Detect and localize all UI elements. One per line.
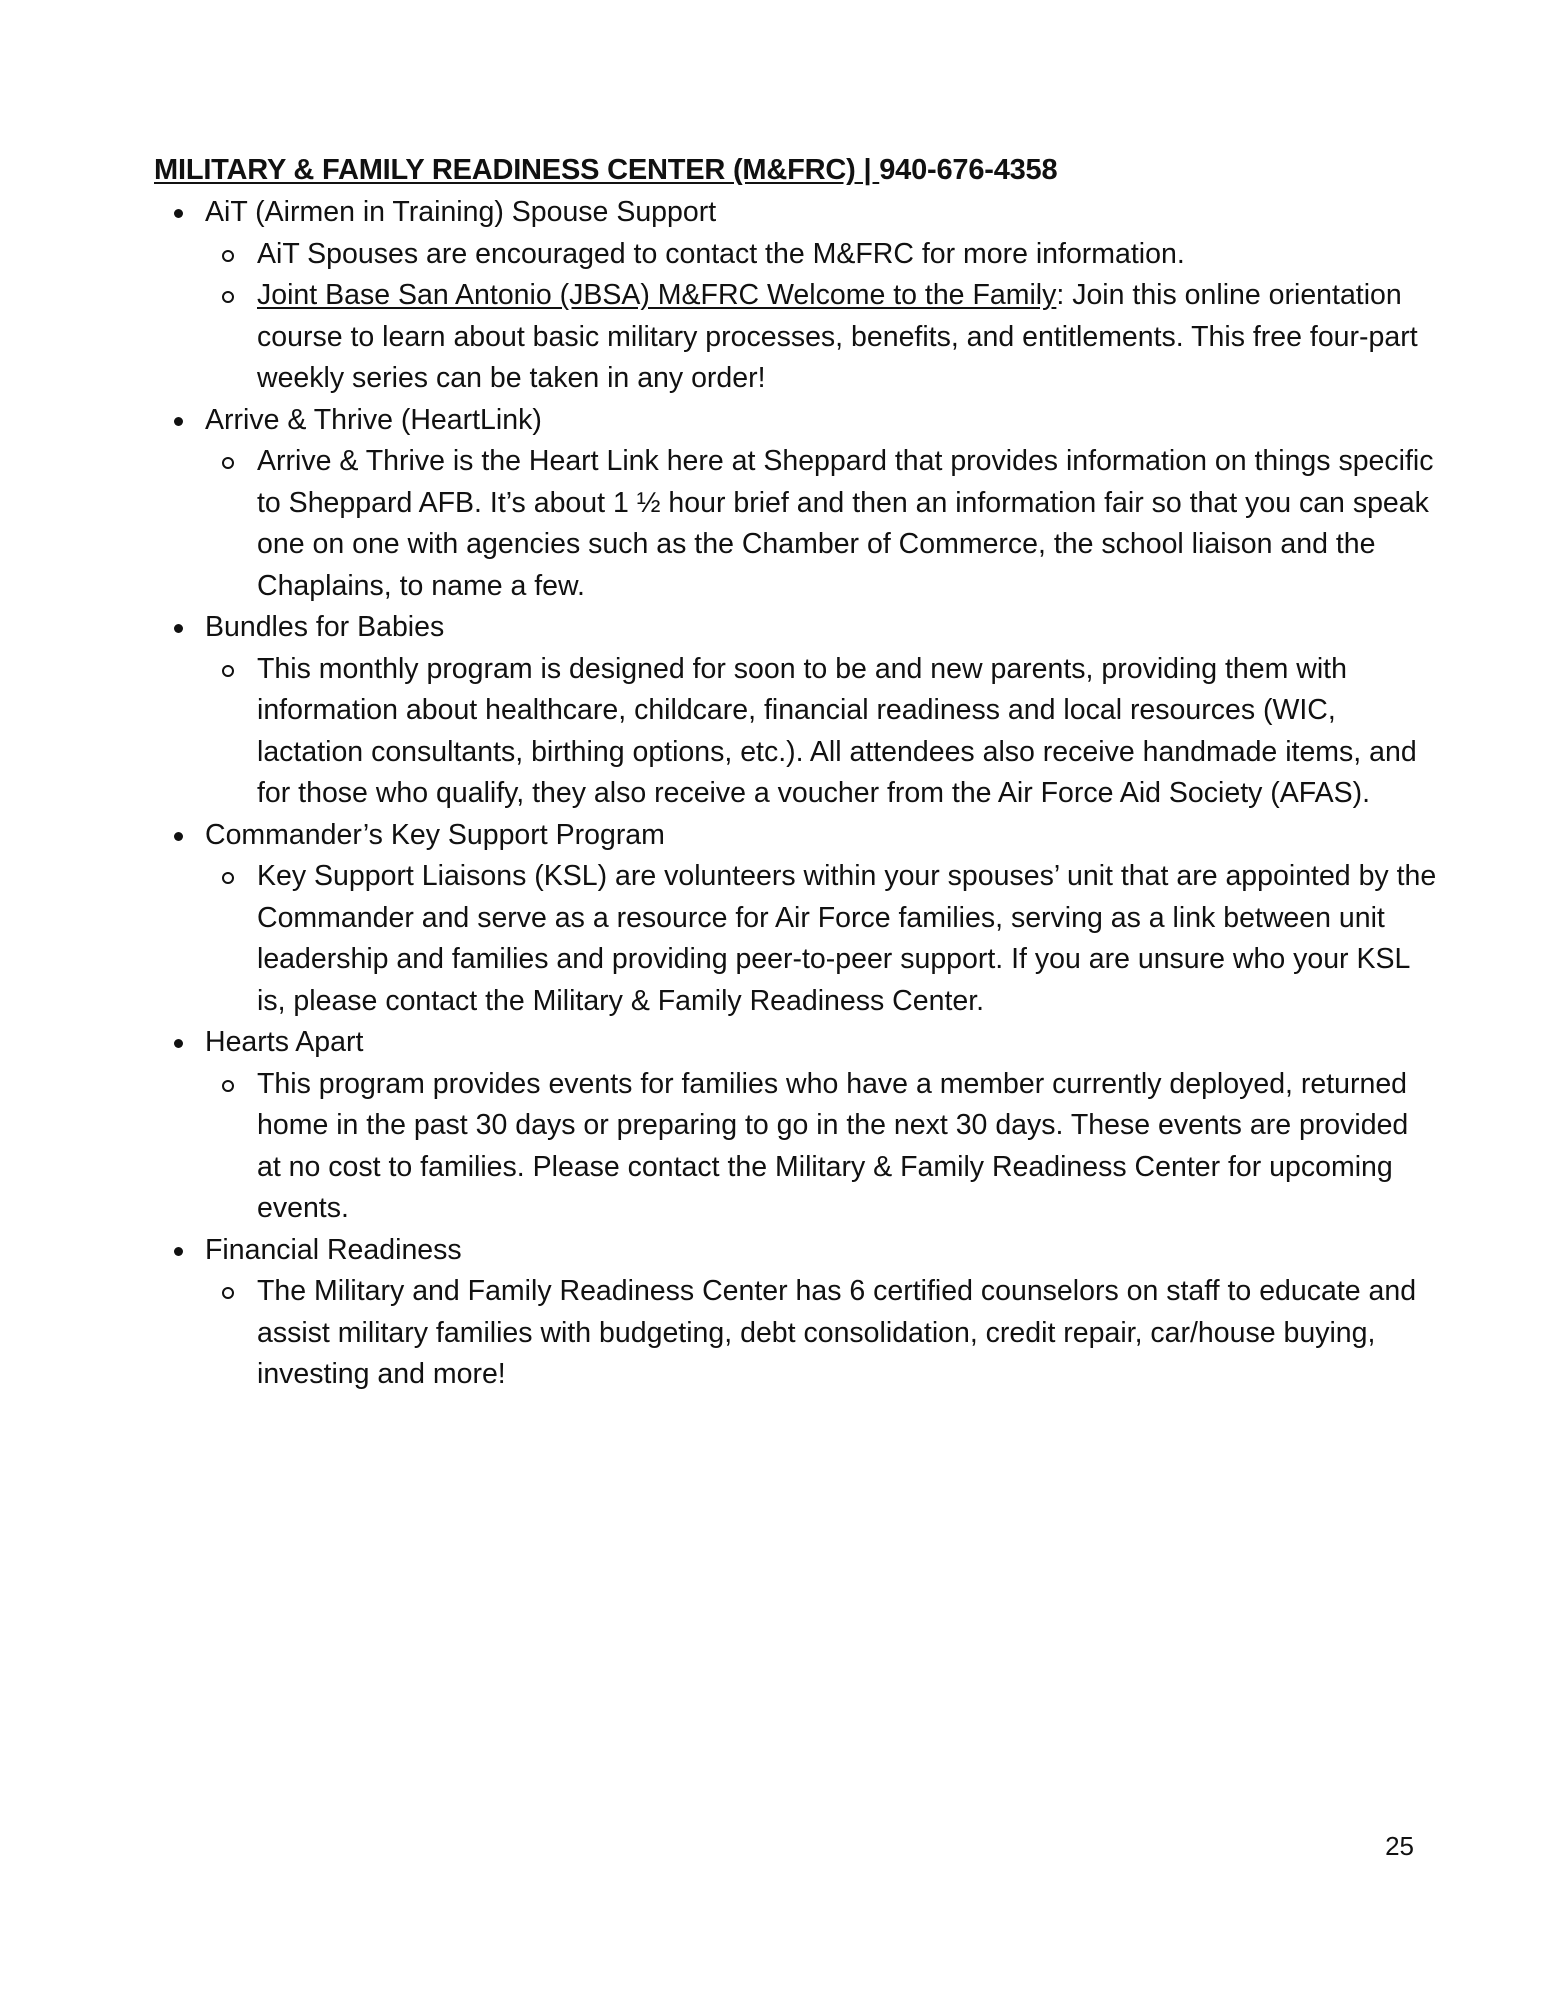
hollow-bullet-icon (222, 665, 234, 677)
hollow-bullet-icon (222, 872, 234, 884)
jbsa-welcome-link[interactable]: Joint Base San Antonio (JBSA) M&FRC Welcome to the Family (257, 279, 1057, 311)
bullet-icon (174, 1039, 183, 1048)
program-label: Bundles for Babies (205, 611, 445, 643)
list-item (154, 192, 1418, 400)
detail-text: AiT Spouses are encouraged to contact the M&FRC for more information. (257, 237, 1185, 270)
bullet-icon (174, 624, 183, 633)
list-item (205, 1271, 1437, 1396)
bullet-icon (174, 1247, 183, 1256)
detail-text: This monthly program is designed for soon to be and new parents, providing them with information about healthcare, childcare, financial readiness and local resources (WIC, lactation consultants, birthing options, etc.). All attendees also receive handmade items, and for those who qualify, they also receive a voucher from the Air Force Aid Society (AFAS). (257, 652, 1417, 809)
program-label: Commander’s Key Support Program (205, 818, 665, 851)
hollow-bullet-icon (222, 1287, 234, 1299)
program-details (205, 234, 1418, 400)
list-item (205, 441, 1437, 607)
program-details (205, 649, 1417, 815)
list-item (205, 275, 1437, 400)
program-details (205, 1271, 1417, 1396)
detail-text: The Military and Family Readiness Center has 6 certified counselors on staff to educate and assist military families with budgeting, debt consolidation, credit repair, car/house buying, investing and more! (257, 1275, 1417, 1390)
hollow-bullet-icon (222, 250, 234, 262)
list-item (154, 1022, 1414, 1230)
heading-phone: 940-676-4358 (879, 154, 1058, 186)
bullet-icon (174, 832, 183, 841)
list-item (205, 649, 1437, 815)
hollow-bullet-icon (222, 1080, 234, 1092)
detail-text: Key Support Liaisons (KSL) are volunteers within your spouses’ unit that are appointed by the Commander and serve as a resource for Air Force families, serving as a link between unit leadership and families and providing peer-to-peer support. If you are unsure who your KSL is, please contact the Military & Family Readiness Center. (257, 860, 1437, 1017)
program-label: AiT (Airmen in Training) Spouse Support (205, 196, 717, 228)
bullet-icon (174, 209, 183, 218)
program-details (205, 441, 1434, 607)
program-label: Arrive & Thrive (HeartLink) (205, 403, 542, 436)
program-details (205, 1064, 1414, 1230)
list-item (154, 400, 1434, 608)
section-heading (154, 152, 1057, 188)
program-details (205, 856, 1437, 1022)
hollow-bullet-icon (222, 291, 234, 303)
list-item (205, 1064, 1437, 1230)
hollow-bullet-icon (222, 457, 234, 469)
bullet-icon (174, 417, 183, 426)
content-body (154, 192, 1437, 1396)
list-item (154, 607, 1417, 815)
list-item (205, 234, 1437, 276)
program-list (154, 192, 1437, 1396)
list-item (205, 856, 1437, 1022)
heading-title-link[interactable]: MILITARY & FAMILY READINESS CENTER (M&FRC) | (154, 154, 880, 186)
program-label: Financial Readiness (205, 1233, 462, 1266)
page-number: 25 (1385, 1831, 1414, 1861)
program-label: Hearts Apart (205, 1026, 364, 1058)
detail-text: Arrive & Thrive is the Heart Link here at Sheppard that provides information on things specific to Sheppard AFB. It’s about 1 ½ hour brief and then an information fair so that you can speak one on one with agencies such as the Chamber of Commerce, the school liaison and the Chaplains, to name a few. (257, 445, 1434, 602)
list-item (154, 815, 1437, 1023)
detail-text: : Join this online orientation course to learn about basic military processes, benefits, and entitlements. This free four-part weekly series can be taken in any order! (257, 279, 1418, 394)
list-item (154, 1230, 1417, 1396)
detail-text: This program provides events for families who have a member currently deployed, returned home in the past 30 days or preparing to go in the next 30 days. These events are provided at no cost to families. Please contact the Military & Family Readiness Center for upcoming events. (257, 1067, 1409, 1224)
